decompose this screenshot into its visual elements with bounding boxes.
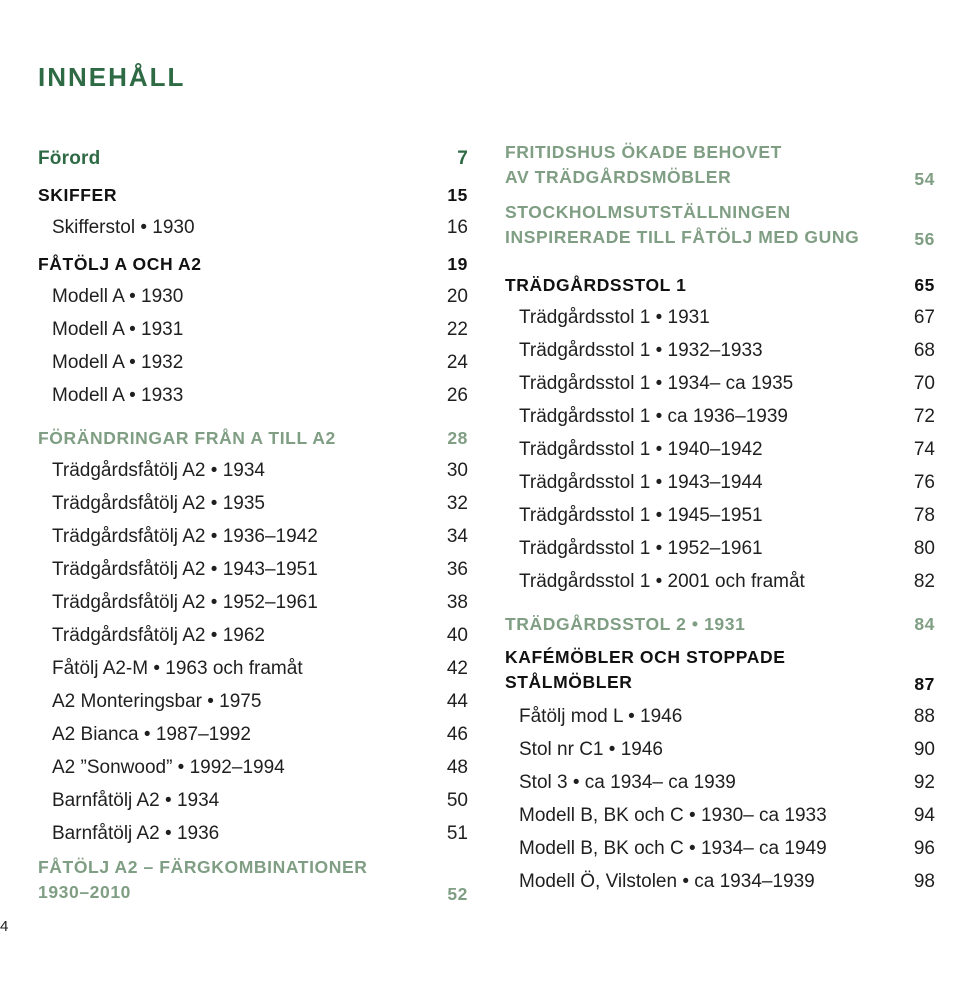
entry-page: 80 [913,538,935,559]
section-page: 54 [914,169,935,189]
entry-label: Trädgårdsfåtölj A2 • 1935 [52,493,265,514]
toc-entry[interactable] [505,296,935,329]
section-label-line2: STÅLMÖBLER [505,672,633,692]
toc-skiffer-entries [38,206,468,239]
entry-label: Fåtölj mod L • 1946 [519,706,683,727]
page-number: 4 [0,918,9,935]
toc-entry[interactable] [38,614,468,647]
entry-label: Trädgårdsfåtölj A2 • 1943–1951 [52,559,318,580]
entry-page: 67 [913,307,935,328]
toc-entry[interactable] [505,827,935,860]
entry-label: Modell B, BK och C • 1930– ca 1933 [519,805,827,826]
section-label [505,200,859,250]
toc-section-stockholmsutstallningen[interactable] [505,200,935,250]
toc-entry[interactable] [38,275,468,308]
entry-label: Trädgårdsfåtölj A2 • 1934 [52,460,265,481]
entry-label: Skifferstol • 1930 [52,217,195,238]
section-page: 19 [447,254,468,274]
section-label: TRÄDGÅRDSSTOL 2 • 1931 [505,614,746,634]
toc-entry[interactable] [505,794,935,827]
entry-page: 50 [446,790,468,811]
section-label: Förord [38,148,101,169]
entry-label: Modell A • 1932 [52,352,184,373]
section-label [505,140,782,190]
toc-fatolj-entries [38,275,468,407]
toc-section-forandringar[interactable] [38,413,468,449]
section-label [38,855,368,905]
toc-entry[interactable] [505,560,935,593]
toc-entry[interactable] [505,362,935,395]
entry-page: 90 [913,739,935,760]
entry-label: Trädgårdsstol 1 • 1940–1942 [519,439,763,460]
entry-label: Trädgårdsstol 1 • 1943–1944 [519,472,763,493]
section-label: TRÄDGÅRDSSTOL 1 [505,275,687,295]
entry-page: 74 [913,439,935,460]
entry-page: 88 [913,706,935,727]
toc-entry[interactable] [505,395,935,428]
entry-label: Modell A • 1933 [52,385,184,406]
toc-section-fatolj[interactable] [38,239,468,275]
toc-forandringar-entries [38,449,468,845]
toc-tradgardsstol-1-entries [505,296,935,593]
section-page: 15 [447,185,468,205]
entry-page: 22 [446,319,468,340]
entry-label: A2 ”Sonwood” • 1992–1994 [52,757,285,778]
toc-entry[interactable] [38,581,468,614]
entry-label: Modell B, BK och C • 1934– ca 1949 [519,838,827,859]
entry-page: 70 [913,373,935,394]
entry-page: 46 [446,724,468,745]
section-label: FÖRÄNDRINGAR FRÅN A TILL A2 [38,428,336,448]
section-label: SKIFFER [38,185,118,205]
toc-section-kafemobler[interactable] [505,645,935,695]
entry-page: 40 [446,625,468,646]
toc-entry[interactable] [38,812,468,845]
entry-page: 30 [446,460,468,481]
toc-entry[interactable] [38,341,468,374]
entry-page: 76 [913,472,935,493]
entry-label: Trädgårdsfåtölj A2 • 1952–1961 [52,592,318,613]
entry-label: Stol 3 • ca 1934– ca 1939 [519,772,736,793]
entry-label: Trädgårdsstol 1 • 1931 [519,307,710,328]
toc-entry[interactable] [38,779,468,812]
entry-label: Barnfåtölj A2 • 1936 [52,823,220,844]
toc-entry[interactable] [38,374,468,407]
entry-page: 26 [446,385,468,406]
toc-left-column [38,140,468,905]
toc-entry[interactable] [505,860,935,893]
toc-entry[interactable] [505,695,935,728]
toc-entry[interactable] [38,449,468,482]
entry-page: 72 [913,406,935,427]
toc-entry[interactable] [38,482,468,515]
section-label-line1: FRITIDSHUS ÖKADE BEHOVET [505,142,782,162]
toc-entry[interactable] [38,308,468,341]
toc-entry[interactable] [505,527,935,560]
entry-page: 34 [446,526,468,547]
entry-label: Modell A • 1930 [52,286,184,307]
section-label [505,645,786,695]
entry-label: Trädgårdsstol 1 • 1932–1933 [519,340,763,361]
section-page: 52 [447,884,468,904]
toc-section-fargkombinationer[interactable] [38,855,468,905]
toc-entry[interactable] [38,548,468,581]
entry-page: 36 [446,559,468,580]
entry-page: 20 [446,286,468,307]
toc-right-column [505,140,935,893]
entry-label: Barnfåtölj A2 • 1934 [52,790,220,811]
toc-entry[interactable] [38,206,468,239]
section-page: 7 [457,148,468,169]
section-label-line1: FÅTÖLJ A2 – FÄRGKOMBINATIONER [38,857,368,877]
page-title: INNEHÅLL [38,62,186,92]
section-label-line2: 1930–2010 [38,882,131,902]
entry-page: 96 [913,838,935,859]
section-page: 87 [914,674,935,694]
toc-entry[interactable] [505,728,935,761]
toc-entry[interactable] [505,461,935,494]
entry-page: 38 [446,592,468,613]
entry-page: 32 [446,493,468,514]
toc-section-tradgardsstol-2[interactable] [505,599,935,635]
section-label-line2: AV TRÄDGÅRDSMÖBLER [505,167,732,187]
toc-entry[interactable] [505,494,935,527]
toc-entry[interactable] [505,761,935,794]
entry-label: Trädgårdsfåtölj A2 • 1936–1942 [52,526,318,547]
toc-section-tradgardsstol-1[interactable] [505,260,935,296]
toc-entry[interactable] [38,746,468,779]
entry-page: 44 [446,691,468,712]
entry-label: Trädgårdsstol 1 • 1934– ca 1935 [519,373,794,394]
entry-label: Fåtölj A2-M • 1963 och framåt [52,658,303,679]
entry-page: 42 [446,658,468,679]
entry-page: 78 [913,505,935,526]
section-page: 56 [914,229,935,249]
entry-label: Stol nr C1 • 1946 [519,739,663,760]
section-page: 84 [914,614,935,634]
entry-label: Modell A • 1931 [52,319,184,340]
entry-label: Trädgårdsstol 1 • 1945–1951 [519,505,763,526]
entry-label: Trädgårdsstol 1 • ca 1936–1939 [519,406,788,427]
toc-kafemobler-entries [505,695,935,893]
toc-entry[interactable] [38,680,468,713]
entry-label: Trädgårdsstol 1 • 2001 och framåt [519,571,805,592]
toc-entry[interactable] [38,647,468,680]
entry-label: A2 Monteringsbar • 1975 [52,691,262,712]
section-page: 65 [914,275,935,295]
entry-page: 16 [446,217,468,238]
entry-label: Trädgårdsstol 1 • 1952–1961 [519,538,763,559]
toc-section-forord[interactable] [38,140,468,170]
toc-entry[interactable] [38,515,468,548]
section-label-line2: INSPIRERADE TILL FÅTÖLJ MED GUNG [505,227,860,247]
toc-entry[interactable] [38,713,468,746]
entry-page: 82 [913,571,935,592]
entry-page: 94 [913,805,935,826]
toc-section-skiffer[interactable] [38,170,468,206]
section-label: FÅTÖLJ A OCH A2 [38,254,202,274]
entry-page: 98 [913,871,935,892]
entry-label: Modell Ö, Vilstolen • ca 1934–1939 [519,871,815,892]
section-label-line1: STOCKHOLMSUTSTÄLLNINGEN [505,202,791,222]
entry-page: 68 [913,340,935,361]
entry-label: A2 Bianca • 1987–1992 [52,724,251,745]
entry-page: 24 [446,352,468,373]
toc-entry[interactable] [505,329,935,362]
entry-page: 92 [913,772,935,793]
section-label-line1: KAFÉMÖBLER OCH STOPPADE [505,647,786,667]
section-page: 28 [447,428,468,448]
entry-page: 51 [446,823,468,844]
toc-entry[interactable] [505,428,935,461]
entry-label: Trädgårdsfåtölj A2 • 1962 [52,625,265,646]
toc-section-fritidshus[interactable] [505,140,935,190]
entry-page: 48 [446,757,468,778]
